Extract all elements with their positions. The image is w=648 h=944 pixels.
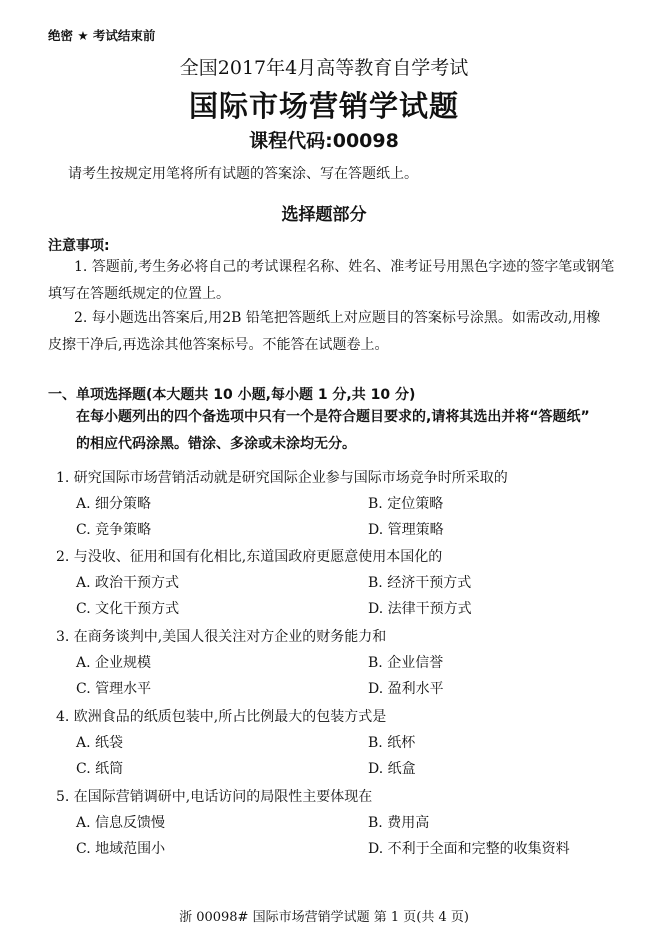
question-stem: 4. 欧洲食品的纸质包装中,所占比例最大的包装方式是 [56,709,387,725]
note-item [48,305,604,359]
part-description-line: 的相应代码涂黑。错涂、多涂或未涂均无分。 [76,436,356,452]
note-line: 填写在答题纸规定的位置上。 [48,286,230,302]
part-description [76,404,590,458]
option-d: D. 管理策略 [368,522,444,538]
option-d: D. 纸盒 [368,761,416,777]
page-title: 国际市场营销学试题 [188,89,459,123]
question-stem: 5. 在国际营销调研中,电话访问的局限性主要体现在 [56,789,373,805]
option-b: B. 企业信誉 [368,655,444,671]
section-title: 选择题部分 [281,205,367,225]
note-line: 1. 答题前,考生务必将自己的考试课程名称、姓名、准考证号用黑色字迹的签字笔或钢笔 [74,259,615,275]
option-d: D. 不利于全面和完整的收集资料 [368,841,570,857]
question-stem: 3. 在商务谈判中,美国人很关注对方企业的财务能力和 [56,629,387,645]
general-instruction: 请考生按规定用笔将所有试题的答案涂、写在答题纸上。 [68,166,418,182]
option-a: A. 细分策略 [76,496,152,512]
option-c: C. 竞争策略 [76,522,152,538]
option-c: C. 管理水平 [76,681,152,697]
option-a: A. 政治干预方式 [76,575,180,591]
option-c: C. 纸筒 [76,761,124,777]
option-a: A. 纸袋 [76,735,124,751]
part-description-line: 在每小题列出的四个备选项中只有一个是符合题目要求的,请将其选出并将“答题纸” [76,409,590,425]
option-c: C. 地域范围小 [76,841,166,857]
option-a: A. 信息反馈慢 [76,815,166,831]
option-d: D. 盈利水平 [368,681,444,697]
note-line: 2. 每小题选出答案后,用2B 铅笔把答题纸上对应题目的答案标号涂黑。如需改动,用橡 [74,310,601,326]
note-item [48,254,615,308]
option-d: D. 法律干预方式 [368,601,472,617]
confidential-label: 绝密 ★ 考试结束前 [48,28,156,43]
exam-session-line: 全国2017年4月高等教育自学考试 [179,57,469,79]
page-footer: 浙 00098# 国际市场营销学试题 第 1 页(共 4 页) [179,910,469,925]
question-stem: 1. 研究国际市场营销活动就是研究国际企业参与国际市场竞争时所采取的 [56,470,508,486]
option-c: C. 文化干预方式 [76,601,180,617]
course-code: 课程代码:00098 [249,130,399,152]
part-heading: 一、单项选择题(本大题共 10 小题,每小题 1 分,共 10 分) [48,387,416,403]
option-b: B. 经济干预方式 [368,575,472,591]
option-b: B. 定位策略 [368,496,444,512]
option-b: B. 纸杯 [368,735,416,751]
question-stem: 2. 与没收、征用和国有化相比,东道国政府更愿意使用本国化的 [56,549,443,565]
notes-heading: 注意事项: [48,238,110,254]
option-a: A. 企业规模 [76,655,152,671]
note-line: 皮擦干净后,再选涂其他答案标号。不能答在试题卷上。 [48,337,389,353]
option-b: B. 费用高 [368,815,430,831]
